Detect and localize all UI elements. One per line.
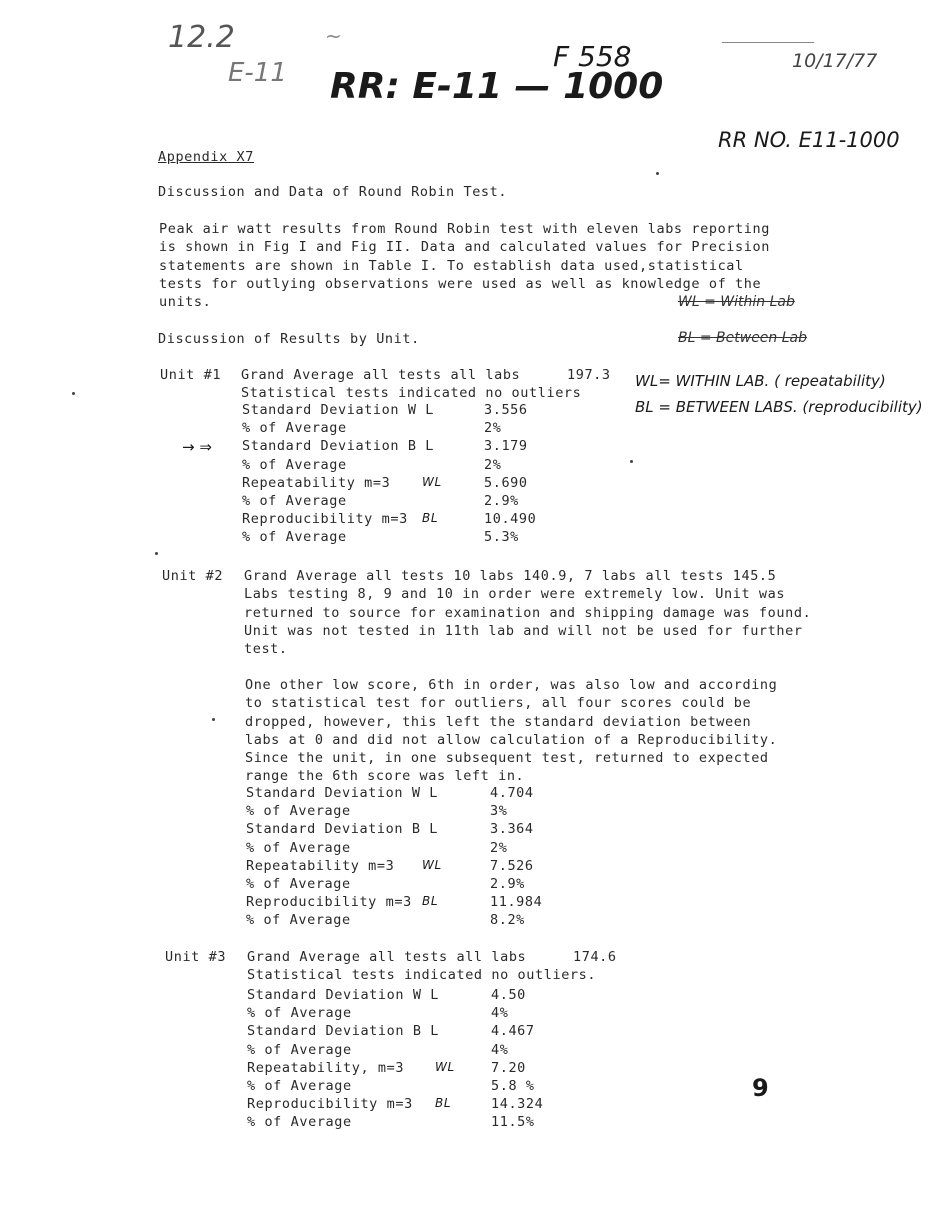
unit2-line: labs at 0 and did not allow calculation of a Reproducibility. bbox=[245, 731, 778, 748]
stat-label: Reproducibility m=3 bbox=[242, 511, 408, 528]
unit2-line: test. bbox=[244, 641, 288, 658]
stat-row bbox=[247, 1005, 567, 1023]
stat-handwritten-mark: WL bbox=[435, 1059, 455, 1074]
stat-value: 7.20 bbox=[491, 1059, 526, 1076]
unit2-line: One other low score, 6th in order, was also low and according bbox=[245, 677, 778, 693]
intro-line: tests for outlying observations were used as well as knowledge of the bbox=[159, 275, 762, 292]
unit2-line: returned to source for examination and shipping damage was found. bbox=[244, 604, 812, 621]
unit2-line: range the 6th score was left in. bbox=[245, 768, 525, 785]
unit2-line: Since the unit, in one subsequent test, returned to expected bbox=[245, 750, 769, 767]
handwritten-f-number: F 558 bbox=[553, 40, 632, 73]
stat-value: 4% bbox=[491, 1041, 509, 1058]
stat-handwritten-mark: BL bbox=[422, 511, 439, 526]
stat-row bbox=[246, 858, 566, 876]
stat-handwritten-mark: BL bbox=[422, 894, 439, 909]
intro-line: is shown in Fig I and Fig II. Data and calculated values for Precision bbox=[159, 239, 770, 256]
stat-label: Repeatability m=3 bbox=[246, 857, 395, 874]
stat-label: % of Average bbox=[242, 456, 347, 473]
unit1-grand-average-value: 197.3 bbox=[567, 367, 611, 383]
stat-value: 3.364 bbox=[490, 821, 534, 838]
stat-value: 8.2% bbox=[490, 912, 525, 929]
stat-label: Repeatability m=3 bbox=[242, 474, 391, 491]
stat-label: % of Average bbox=[247, 1078, 352, 1094]
handwritten-note-top-left: 12.2 bbox=[168, 20, 235, 55]
stat-row bbox=[247, 1023, 567, 1041]
unit1-outlier-note: Statistical tests indicated no outliers bbox=[241, 385, 582, 401]
stat-value: 7.526 bbox=[490, 857, 534, 874]
stat-value: 11.984 bbox=[490, 894, 543, 911]
stat-value: 3.556 bbox=[484, 402, 528, 418]
stat-row bbox=[242, 402, 562, 420]
stat-handwritten-mark: WL bbox=[422, 474, 442, 489]
stat-label: % of Average bbox=[246, 912, 351, 929]
intro-line: Peak air watt results from Round Robin test with eleven labs reporting bbox=[159, 221, 770, 237]
stat-label: % of Average bbox=[247, 1114, 352, 1131]
stat-value: 3% bbox=[490, 803, 508, 820]
page-number: 9 bbox=[752, 1074, 769, 1102]
stat-row bbox=[242, 457, 562, 475]
stat-handwritten-mark: BL bbox=[435, 1096, 452, 1111]
unit3-label: Unit #3 bbox=[165, 949, 227, 965]
stat-value: 4.704 bbox=[490, 785, 534, 801]
scan-speck bbox=[630, 460, 633, 463]
stat-value: 3.179 bbox=[484, 438, 528, 455]
stat-label: % of Average bbox=[246, 803, 351, 820]
margin-note-struck-bl: BL = Between Lab bbox=[678, 330, 808, 346]
margin-note-wl: WL= WITHIN LAB. ( repeatability) bbox=[635, 372, 886, 390]
stat-label: Reproducibility m=3 bbox=[246, 894, 412, 911]
handwritten-note-top-mid: ~ bbox=[325, 24, 342, 48]
stat-row bbox=[247, 1114, 567, 1132]
unit2-paragraph-2 bbox=[245, 676, 777, 786]
handwritten-rr-no: RR NO. E11-1000 bbox=[718, 128, 900, 152]
stat-value: 5.8 % bbox=[491, 1078, 535, 1094]
scan-speck bbox=[72, 392, 75, 395]
stat-label: Standard Deviation W L bbox=[247, 987, 440, 1003]
stat-value: 5.690 bbox=[484, 474, 528, 491]
unit2-line: Unit was not tested in 11th lab and will not be used for further bbox=[244, 622, 803, 639]
handwritten-rr-title: RR: E-11 — 1000 bbox=[330, 66, 664, 107]
stat-row bbox=[247, 1042, 567, 1060]
stat-row bbox=[246, 876, 566, 894]
scan-speck bbox=[212, 718, 215, 721]
handwritten-date: 10/17/77 bbox=[792, 50, 878, 72]
intro-line: units. bbox=[159, 294, 212, 311]
stat-value: 4% bbox=[491, 1005, 509, 1022]
stat-label: Standard Deviation B L bbox=[247, 1023, 440, 1040]
stat-label: % of Average bbox=[247, 1005, 352, 1022]
stat-label: % of Average bbox=[247, 1041, 352, 1058]
stat-label: % of Average bbox=[246, 876, 351, 892]
stat-row bbox=[247, 1096, 567, 1114]
stat-label: % of Average bbox=[242, 420, 347, 437]
stat-value: 11.5% bbox=[491, 1114, 535, 1131]
stat-row bbox=[246, 803, 566, 821]
stat-label: Repeatability, m=3 bbox=[247, 1059, 405, 1076]
stat-row bbox=[242, 493, 562, 511]
unit1-arrow-mark: → ⇒ bbox=[182, 438, 212, 456]
appendix-title: Appendix X7 bbox=[158, 149, 255, 165]
stat-label: % of Average bbox=[242, 529, 347, 546]
stat-row bbox=[246, 821, 566, 839]
stat-value: 4.50 bbox=[491, 987, 526, 1003]
margin-note-struck-wl: WL = Within Lab bbox=[678, 294, 795, 310]
unit2-line: dropped, however, this left the standard deviation between bbox=[245, 713, 752, 730]
stat-label: Standard Deviation B L bbox=[242, 438, 435, 455]
unit1-label: Unit #1 bbox=[160, 367, 222, 383]
unit1-grand-average-label: Grand Average all tests all labs bbox=[241, 367, 521, 383]
margin-note-bl: BL = BETWEEN LABS. (reproducibility) bbox=[635, 398, 923, 416]
stat-row bbox=[247, 987, 567, 1005]
stat-value: 2% bbox=[490, 839, 508, 856]
stat-row bbox=[242, 511, 562, 529]
stat-value: 10.490 bbox=[484, 511, 537, 528]
section-heading: Discussion and Data of Round Robin Test. bbox=[158, 184, 508, 200]
stat-value: 2.9% bbox=[490, 876, 525, 892]
stat-row bbox=[242, 420, 562, 438]
unit2-label: Unit #2 bbox=[162, 568, 224, 584]
stat-value: 14.324 bbox=[491, 1096, 544, 1113]
stat-row bbox=[242, 475, 562, 493]
date-line bbox=[722, 42, 814, 43]
unit3-grand-average-label: Grand Average all tests all labs bbox=[247, 949, 527, 965]
unit3-grand-average-value: 174.6 bbox=[573, 949, 617, 965]
intro-line: statements are shown in Table I. To establish data used,statistical bbox=[159, 257, 744, 274]
scan-speck bbox=[656, 172, 659, 175]
stat-label: Standard Deviation W L bbox=[242, 402, 435, 418]
stat-label: Standard Deviation B L bbox=[246, 821, 439, 838]
unit3-outlier-note: Statistical tests indicated no outliers. bbox=[247, 967, 597, 983]
stat-label: Reproducibility m=3 bbox=[247, 1096, 413, 1113]
stat-row bbox=[242, 529, 562, 547]
stat-row bbox=[246, 912, 566, 930]
handwritten-note-top-left-2: E-11 bbox=[228, 58, 287, 88]
stat-row bbox=[246, 785, 566, 803]
stat-value: 4.467 bbox=[491, 1023, 535, 1040]
stat-row bbox=[247, 1078, 567, 1096]
unit2-line: Labs testing 8, 9 and 10 in order were extremely low. Unit was bbox=[244, 586, 786, 603]
stat-value: 2.9% bbox=[484, 493, 519, 509]
unit2-line: Grand Average all tests 10 labs 140.9, 7 labs all tests 145.5 bbox=[244, 568, 777, 584]
stat-value: 2% bbox=[484, 420, 502, 437]
stat-row bbox=[246, 840, 566, 858]
unit2-line: to statistical test for outliers, all four scores could be bbox=[245, 695, 752, 712]
stat-row bbox=[247, 1060, 567, 1078]
stat-value: 5.3% bbox=[484, 529, 519, 546]
stat-row bbox=[242, 438, 562, 456]
unit2-paragraph-1 bbox=[244, 567, 811, 658]
stat-handwritten-mark: WL bbox=[422, 857, 442, 872]
stat-value: 2% bbox=[484, 456, 502, 473]
stat-row bbox=[246, 894, 566, 912]
results-heading: Discussion of Results by Unit. bbox=[158, 331, 420, 347]
stat-label: % of Average bbox=[242, 493, 347, 509]
stat-label: Standard Deviation W L bbox=[246, 785, 439, 801]
stat-label: % of Average bbox=[246, 839, 351, 856]
scan-speck bbox=[155, 552, 158, 555]
